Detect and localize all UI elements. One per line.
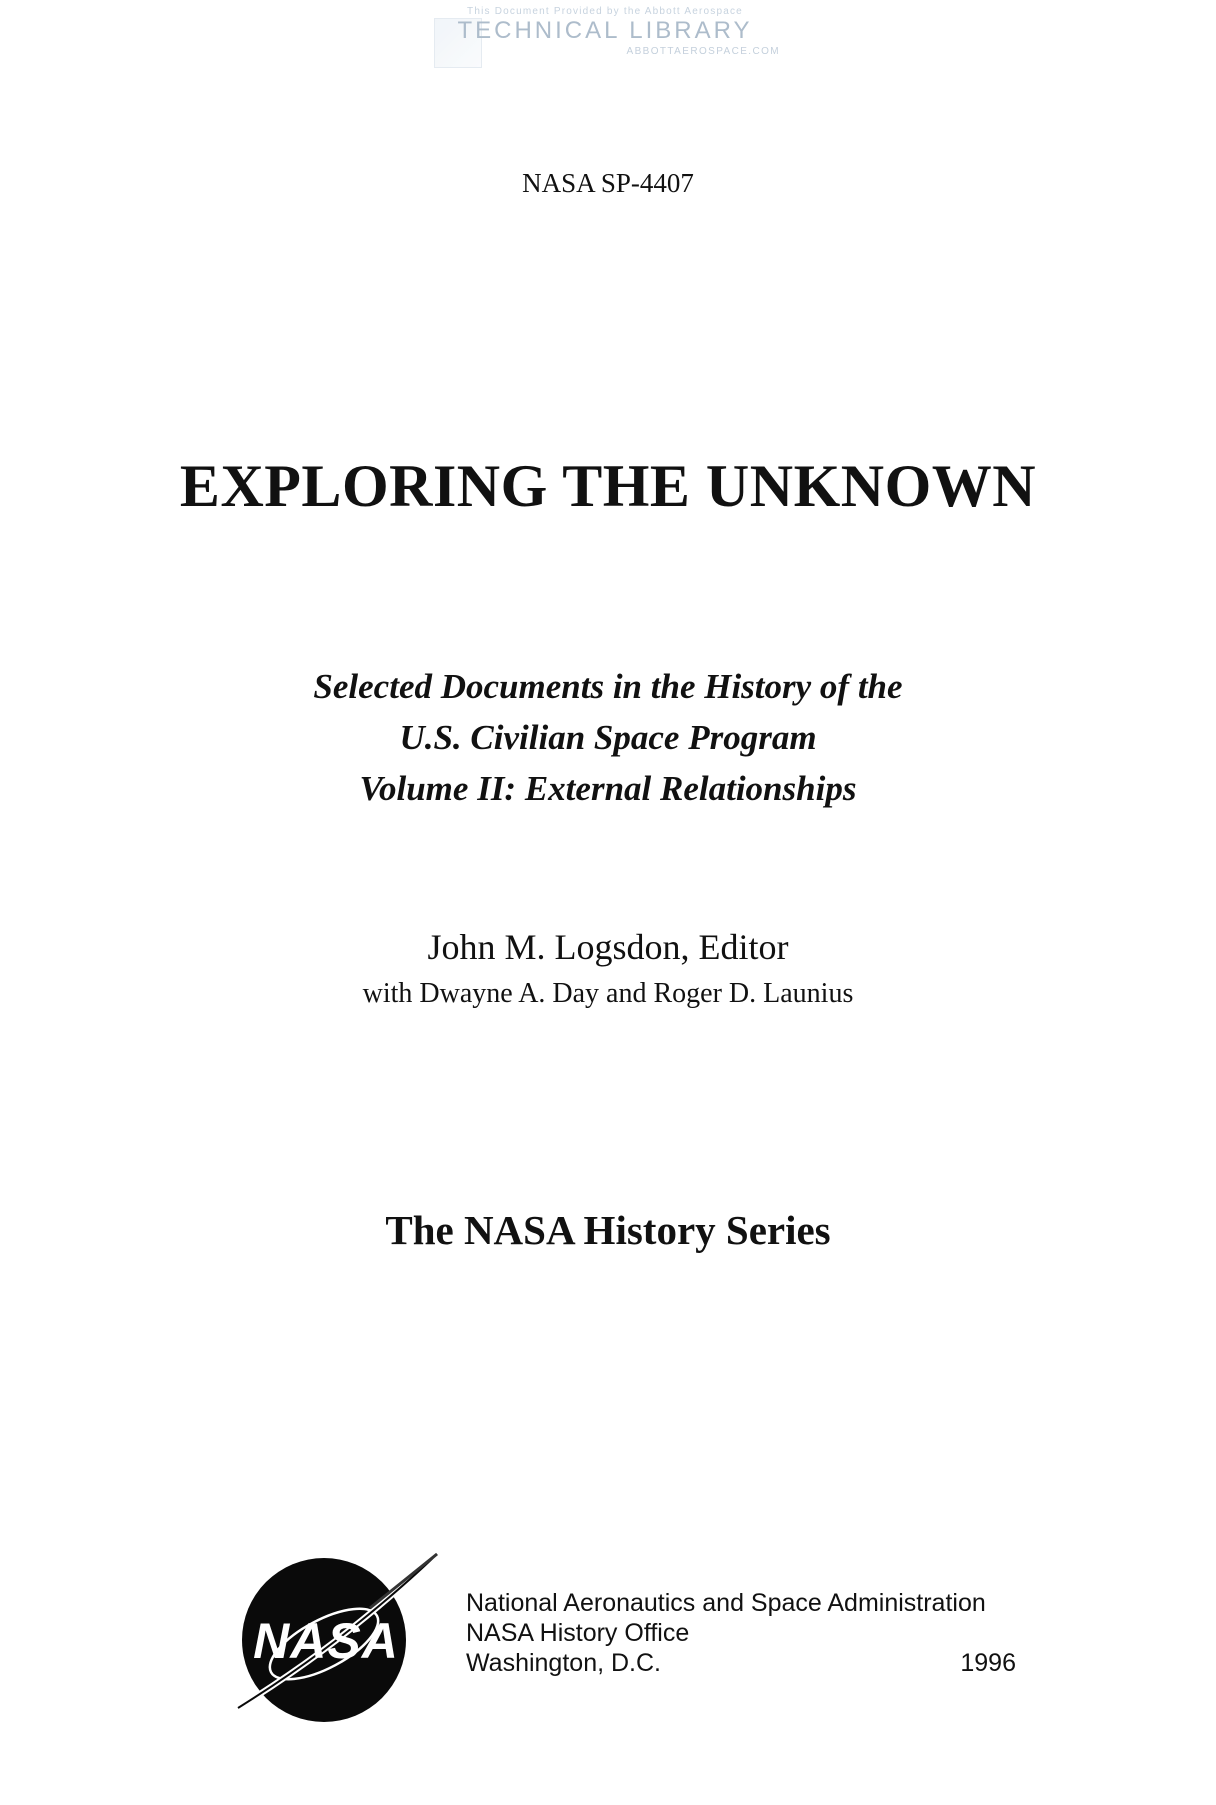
publisher-location: Washington, D.C. bbox=[466, 1649, 661, 1677]
editor-credit: John M. Logsdon, Editor bbox=[427, 927, 789, 967]
watermark-url: ABBOTTAEROSPACE.COM bbox=[626, 46, 780, 57]
subtitle-line-3: Volume II: External Relationships bbox=[359, 769, 857, 808]
publisher-agency: National Aeronautics and Space Administration bbox=[466, 1589, 986, 1617]
document-title: EXPLORING THE UNKNOWN bbox=[179, 453, 1037, 519]
contributors-credit: with Dwayne A. Day and Roger D. Launius bbox=[362, 978, 854, 1009]
subtitle-line-2: U.S. Civilian Space Program bbox=[399, 718, 817, 757]
logo-text: NASA bbox=[253, 1613, 399, 1669]
watermark-provider-text: This Document Provided by the Abbott Aerospace bbox=[467, 6, 743, 17]
nasa-meatball-logo-icon bbox=[232, 1548, 442, 1728]
subtitle-line-1: Selected Documents in the History of the bbox=[313, 667, 903, 706]
watermark-title: TECHNICAL LIBRARY bbox=[457, 17, 753, 44]
publisher-block bbox=[466, 1588, 1016, 1678]
technical-library-watermark bbox=[430, 6, 780, 72]
series-number: NASA SP-4407 bbox=[522, 168, 694, 198]
series-name: The NASA History Series bbox=[385, 1207, 831, 1253]
publication-year: 1996 bbox=[960, 1649, 1016, 1677]
publisher-office: NASA History Office bbox=[466, 1619, 690, 1647]
